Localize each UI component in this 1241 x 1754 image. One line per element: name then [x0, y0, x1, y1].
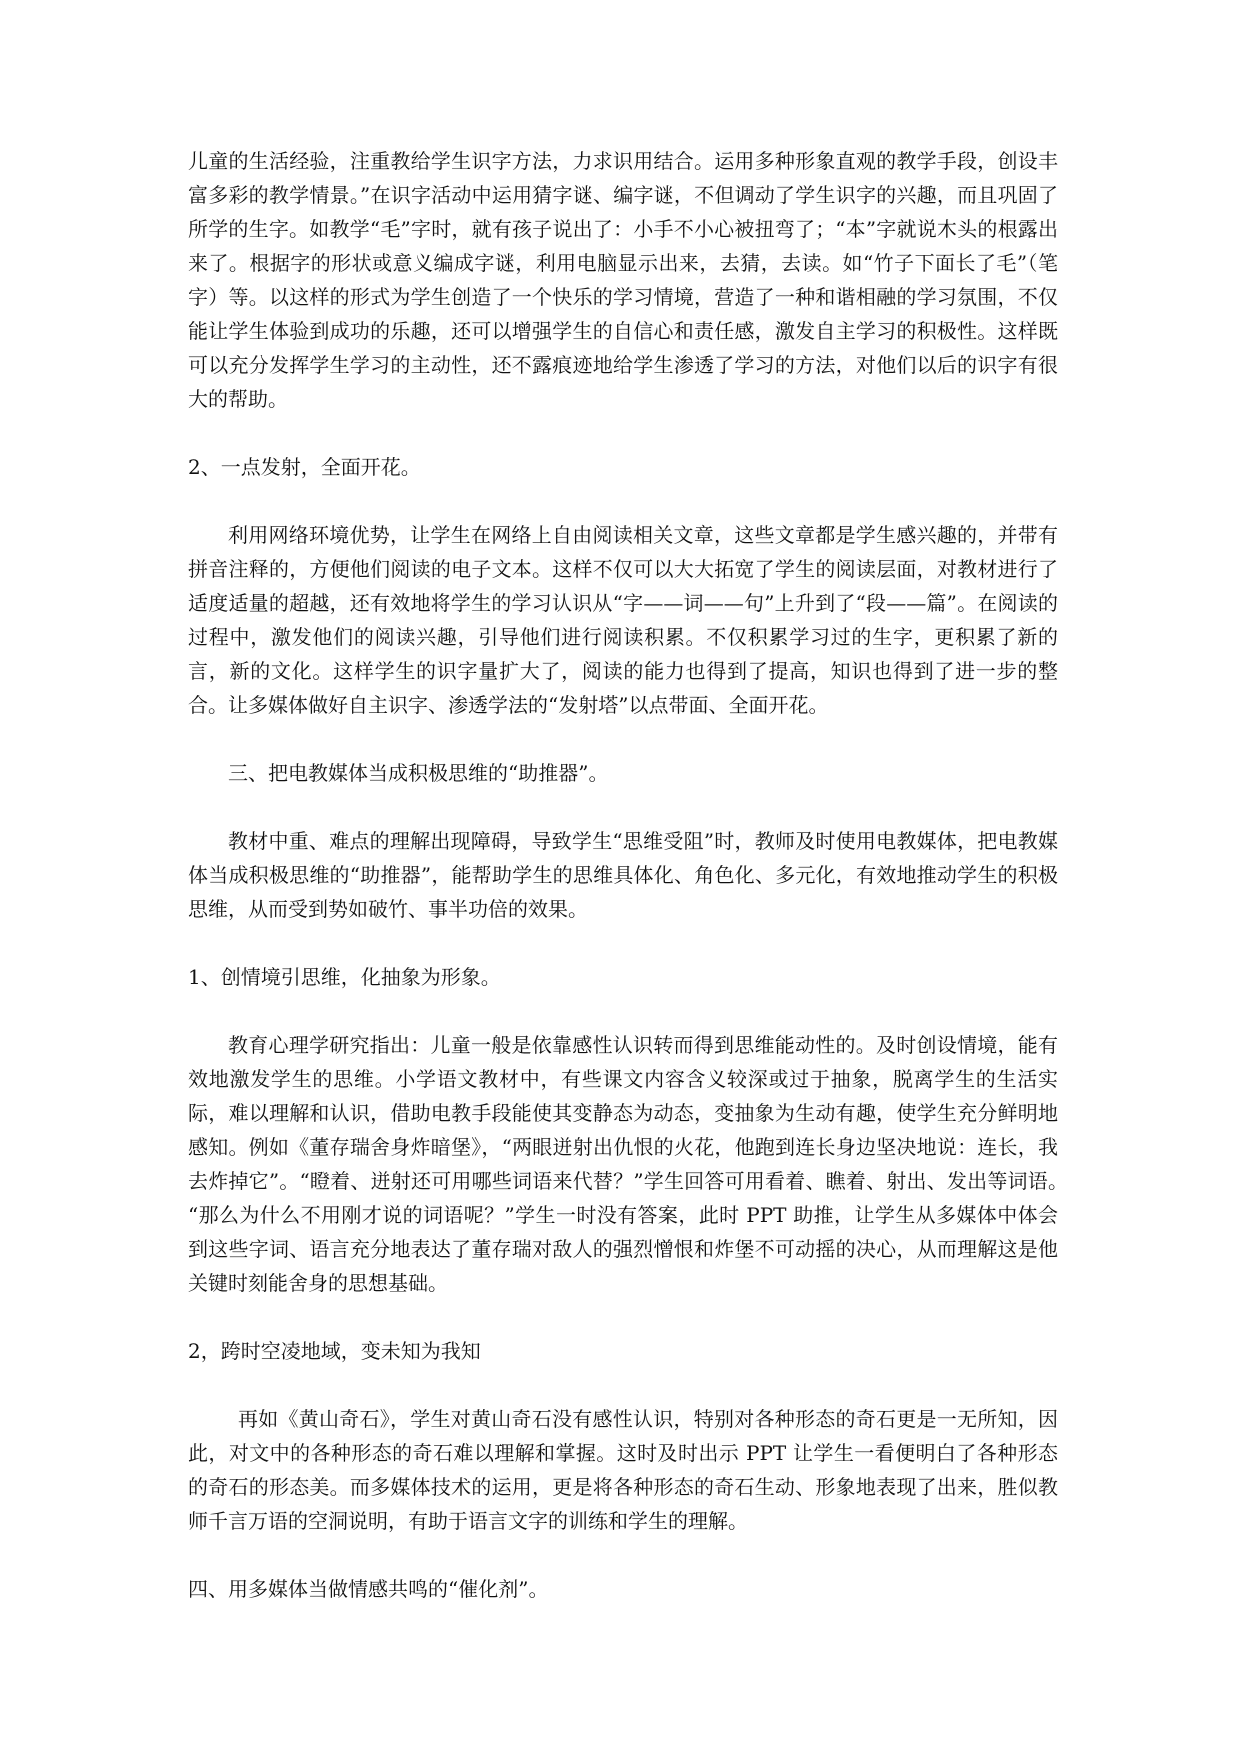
- section-heading-thinking-booster: 三、把电教媒体当成积极思维的“助推器”。: [228, 761, 609, 785]
- paragraph-literacy-riddles: 儿童的生活经验，注重教给学生识字方法，力求识用结合。运用多种形象直观的教学手段，创设丰富多彩的教学情景。”在识字活动中运用猜字谜、编字谜，不但调动了学生识字的兴趣，而且巩固了所学的生字。如教学“毛”字时，就有孩子说出了：小手不小心被扭弯了；“本”字就说木头的根露出来了。根据字的形状或意义编成字谜，利用电脑显示出来，去猜，去读。如“竹子下面长了毛”（笔字）等。以这样的形式为学生创造了一个快乐的学习情境，营造了一种和谐相融的学习氛围，不仅能让学生体验到成功的乐趣，还可以增强学生的自信心和责任感，激发自主学习的积极性。这样既可以充分发挥学生学习的主动性，还不露痕迹地给学生渗透了学习的方法，对他们以后的识字有很大的帮助。: [188, 149, 1058, 411]
- paragraph-huangshan-rocks: 再如《黄山奇石》，学生对黄山奇石没有感性认识，特别对各种形态的奇石更是一无所知，因此，对文中的各种形态的奇石难以理解和掌握。这时及时出示 PPT 让学生一看便明白了各种形态的奇石的形态美。而多媒体技术的运用，更是将各种形态的奇石生动、形象地表现了出来，胜似教师千言万语的空洞说明，有助于语言文字的训练和学生的理解。: [188, 1407, 1058, 1533]
- section-heading-cross-time-space: 2，跨时空凌地域，变未知为我知: [188, 1339, 481, 1363]
- section-heading-emotional-catalyst: 四、用多媒体当做情感共鸣的“催化剂”。: [188, 1577, 549, 1601]
- paragraph-network-reading: 利用网络环境优势，让学生在网络上自由阅读相关文章，这些文章都是学生感兴趣的，并带有拼音注释的，方便他们阅读的电子文本。这样不仅可以大大拓宽了学生的阅读层面，对教材进行了适度适量的超越，还有效地将学生的学习认识从“字——词——句”上升到了“段——篇”。在阅读的过程中，激发他们的阅读兴趣，引导他们进行阅读积累。不仅积累学习过的生字，更积累了新的言，新的文化。这样学生的识字量扩大了，阅读的能力也得到了提高，知识也得到了进一步的整合。让多媒体做好自主识字、渗透学法的“发射塔”以点带面、全面开花。: [188, 523, 1058, 717]
- section-heading-create-situation: 1、创情境引思维，化抽象为形象。: [188, 965, 501, 989]
- document-body: [188, 144, 1078, 1606]
- section-heading-point-radiation: 2、一点发射，全面开花。: [188, 455, 421, 479]
- paragraph-thinking-booster: 教材中重、难点的理解出现障碍，导致学生“思维受阻”时，教师及时使用电教媒体，把电教媒体当成积极思维的“助推器”，能帮助学生的思维具体化、角色化、多元化，有效地推动学生的积极思维，从而受到势如破竹、事半功倍的效果。: [188, 829, 1058, 921]
- paragraph-psychology-situation: 教育心理学研究指出：儿童一般是依靠感性认识转而得到思维能动性的。及时创设情境，能有效地激发学生的思维。小学语文教材中，有些课文内容含义较深或过于抽象，脱离学生的生活实际，难以理解和认识，借助电教手段能使其变静态为动态，变抽象为生动有趣，使学生充分鲜明地感知。例如《董存瑞舍身炸暗堡》，“两眼迸射出仇恨的火花，他跑到连长身边坚决地说：连长，我去炸掉它”。“瞪着、迸射还可用哪些词语来代替？”学生回答可用看着、瞧着、射出、发出等词语。 “那么为什么不用刚才说的词语呢？”学生一时没有答案，此时 PPT 助推，让学生从多媒体中体会到这些字词、语言充分地表达了董存瑞对敌人的强烈憎恨和炸堡不可动摇的决心，从而理解这是他关键时刻能舍身的思想基础。: [188, 1033, 1078, 1295]
